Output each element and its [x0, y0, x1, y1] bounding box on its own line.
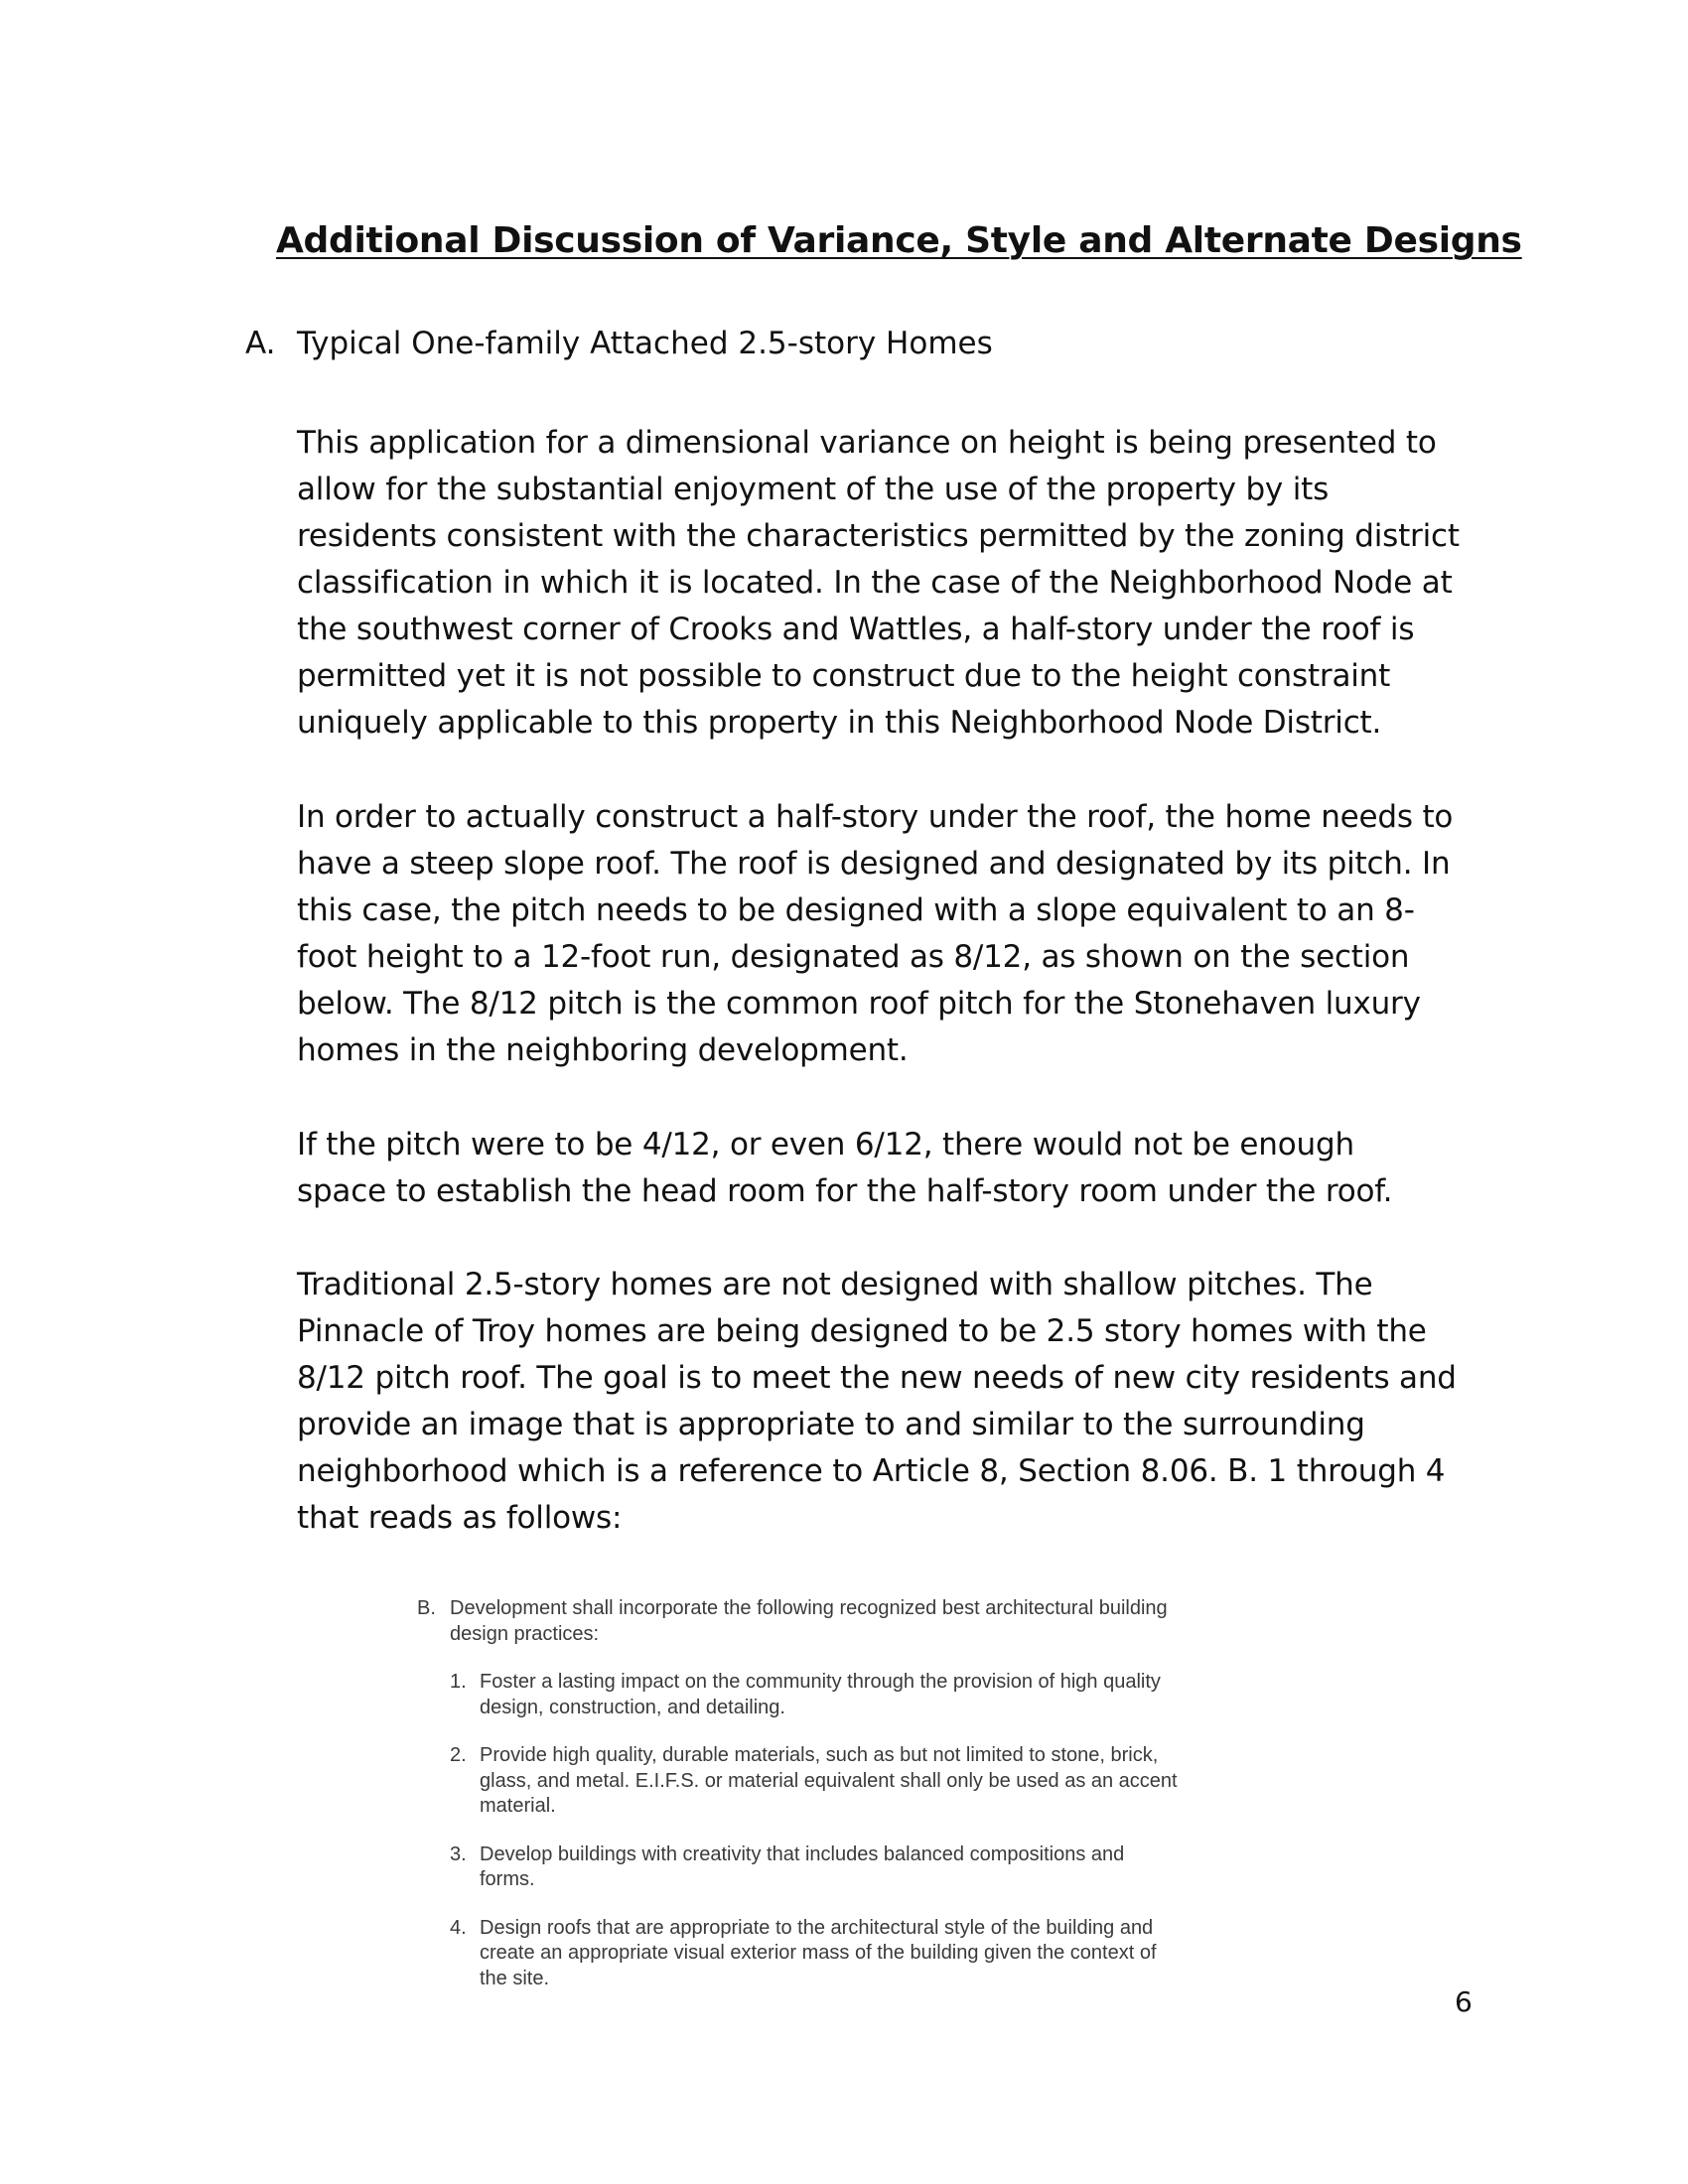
paragraph-line: permitted yet it is not possible to construct due to the height constraint [297, 658, 1391, 694]
paragraph-line: space to establish the head room for the half-story room under the roof. [297, 1173, 1393, 1209]
paragraph-line: this case, the pitch needs to be designed with a slope equivalent to an 8- [297, 892, 1415, 928]
paragraph-line: have a steep slope roof. The roof is designed and designated by its pitch. In [297, 846, 1451, 882]
paragraph-line: uniquely applicable to this property in this Neighborhood Node District. [297, 705, 1382, 741]
paragraph-line: Traditional 2.5-story homes are not designed with shallow pitches. The [297, 1267, 1373, 1302]
page-number: 6 [1455, 1985, 1473, 2018]
paragraph-line: Pinnacle of Troy homes are being designed to be 2.5 story homes with the [297, 1313, 1427, 1349]
section-marker: A. [245, 326, 276, 361]
paragraph-line: 8/12 pitch roof. The goal is to meet the new needs of new city residents and [297, 1360, 1457, 1396]
excerpt-intro [417, 1596, 1311, 1647]
paragraph-traditional-homes [297, 1262, 1488, 1542]
excerpt-item-number: 1. [450, 1671, 467, 1693]
excerpt-list-item [450, 1670, 1311, 1720]
excerpt-list-item [450, 1843, 1311, 1893]
excerpt-item-line: forms. [480, 1868, 535, 1890]
quoted-ordinance-excerpt [417, 1596, 1311, 1991]
paragraph-line: below. The 8/12 pitch is the common roof pitch for the Stonehaven luxury [297, 986, 1421, 1022]
excerpt-item-line: Foster a lasting impact on the community through the provision of high quality [480, 1671, 1161, 1693]
excerpt-item-line: Provide high quality, durable materials, such as but not limited to stone, brick, [480, 1744, 1159, 1766]
excerpt-item-line: Design roofs that are appropriate to the architectural style of the building and [480, 1916, 1154, 1939]
paragraph-line: residents consistent with the characteristics permitted by the zoning district [297, 518, 1460, 554]
paragraph-height-variance [297, 420, 1488, 747]
paragraph-line: classification in which it is located. In the case of the Neighborhood Node at [297, 565, 1453, 601]
paragraph-shallow-pitch [297, 1122, 1488, 1215]
paragraph-line: homes in the neighboring development. [297, 1032, 909, 1068]
excerpt-intro-line: design practices: [450, 1622, 600, 1645]
paragraph-line: This application for a dimensional variance on height is being presented to [297, 425, 1437, 461]
excerpt-item-line: the site. [480, 1967, 550, 1989]
paragraph-line: that reads as follows: [297, 1500, 623, 1536]
excerpt-letter: B. [417, 1597, 436, 1619]
paragraph-line: If the pitch were to be 4/12, or even 6/12, there would not be enough [297, 1127, 1354, 1162]
paragraph-line: foot height to a 12-foot run, designated as 8/12, as shown on the section [297, 939, 1410, 975]
excerpt-item-number: 4. [450, 1916, 467, 1939]
paragraph-line: the southwest corner of Crooks and Wattles, a half-story under the roof is [297, 612, 1415, 647]
excerpt-item-number: 2. [450, 1744, 467, 1766]
paragraph-roof-pitch [297, 794, 1488, 1074]
excerpt-list-item [450, 1743, 1311, 1820]
excerpt-item-line: design, construction, and detailing. [480, 1696, 785, 1718]
section-heading-text: Typical One-family Attached 2.5-story Homes [297, 326, 993, 361]
page-title: Additional Discussion of Variance, Style and Alternate Designs [276, 220, 1522, 261]
excerpt-item-line: material. [480, 1795, 556, 1817]
paragraph-line: neighborhood which is a reference to Article 8, Section 8.06. B. 1 through 4 [297, 1453, 1446, 1489]
excerpt-item-line: create an appropriate visual exterior mass of the building given the context of [480, 1942, 1157, 1964]
excerpt-item-line: glass, and metal. E.I.F.S. or material equivalent shall only be used as an accent [480, 1769, 1178, 1792]
paragraph-line: provide an image that is appropriate to and similar to the surrounding [297, 1407, 1365, 1442]
section-heading [245, 326, 993, 361]
excerpt-item-number: 3. [450, 1843, 467, 1865]
excerpt-item-line: Develop buildings with creativity that includes balanced compositions and [480, 1843, 1125, 1865]
excerpt-list-item [450, 1916, 1311, 1992]
paragraph-line: allow for the substantial enjoyment of the use of the property by its [297, 472, 1330, 507]
excerpt-intro-line: Development shall incorporate the following recognized best architectural building [450, 1597, 1168, 1619]
paragraph-line: In order to actually construct a half-story under the roof, the home needs to [297, 799, 1454, 835]
